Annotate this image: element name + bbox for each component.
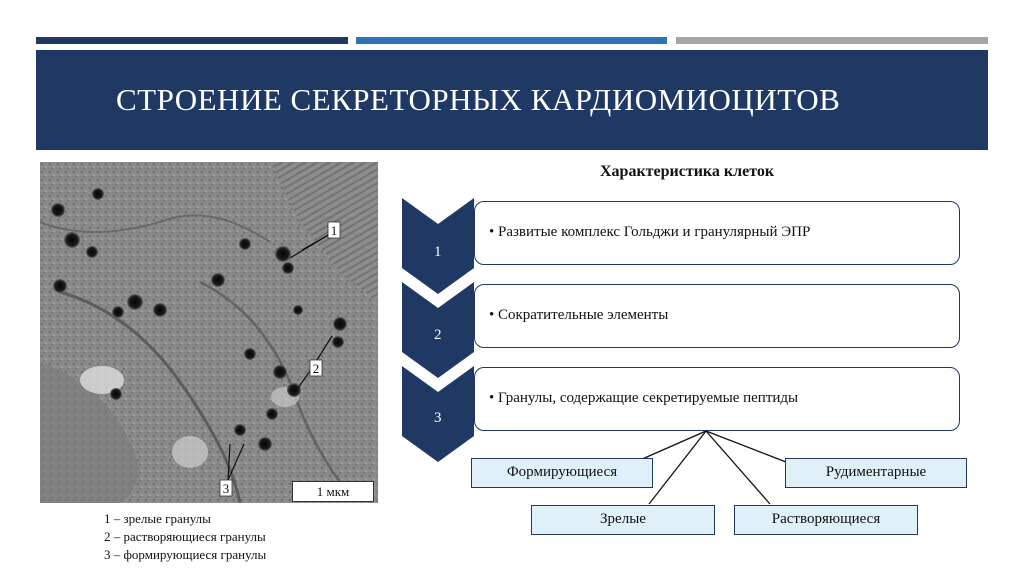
granule-mature: Зрелые bbox=[531, 505, 715, 535]
label-3: 3 bbox=[222, 481, 230, 496]
granule-dissolving: Растворяющиеся bbox=[734, 505, 918, 535]
step-text-3: • Гранулы, содержащие секретируемые пептиды bbox=[489, 390, 799, 406]
slide-title: СТРОЕНИЕ СЕКРЕТОРНЫХ КАРДИОМИОЦИТОВ bbox=[116, 82, 841, 117]
legend-item: 3 – формирующиеся гранулы bbox=[104, 547, 267, 562]
step-number-3: 3 bbox=[434, 410, 442, 426]
legend-item: 1 – зрелые гранулы bbox=[104, 511, 211, 526]
legend-item: 2 – растворяющиеся гранулы bbox=[104, 529, 266, 544]
granule-forming: Формирующиеся bbox=[471, 458, 653, 488]
granule-rudimentary: Рудиментарные bbox=[785, 458, 967, 488]
step-number-2: 2 bbox=[434, 327, 442, 343]
step-text-2: • Сократительные элементы bbox=[489, 307, 669, 323]
label-1: 1 bbox=[330, 223, 338, 238]
step-text-1: • Развитые комплекс Гольджи и гранулярный ЭПР bbox=[489, 224, 811, 240]
label-2: 2 bbox=[312, 361, 320, 376]
scale-bar: 1 мкм bbox=[292, 481, 374, 502]
characteristics-title: Характеристика клеток bbox=[600, 163, 775, 180]
step-number-1: 1 bbox=[434, 244, 442, 260]
